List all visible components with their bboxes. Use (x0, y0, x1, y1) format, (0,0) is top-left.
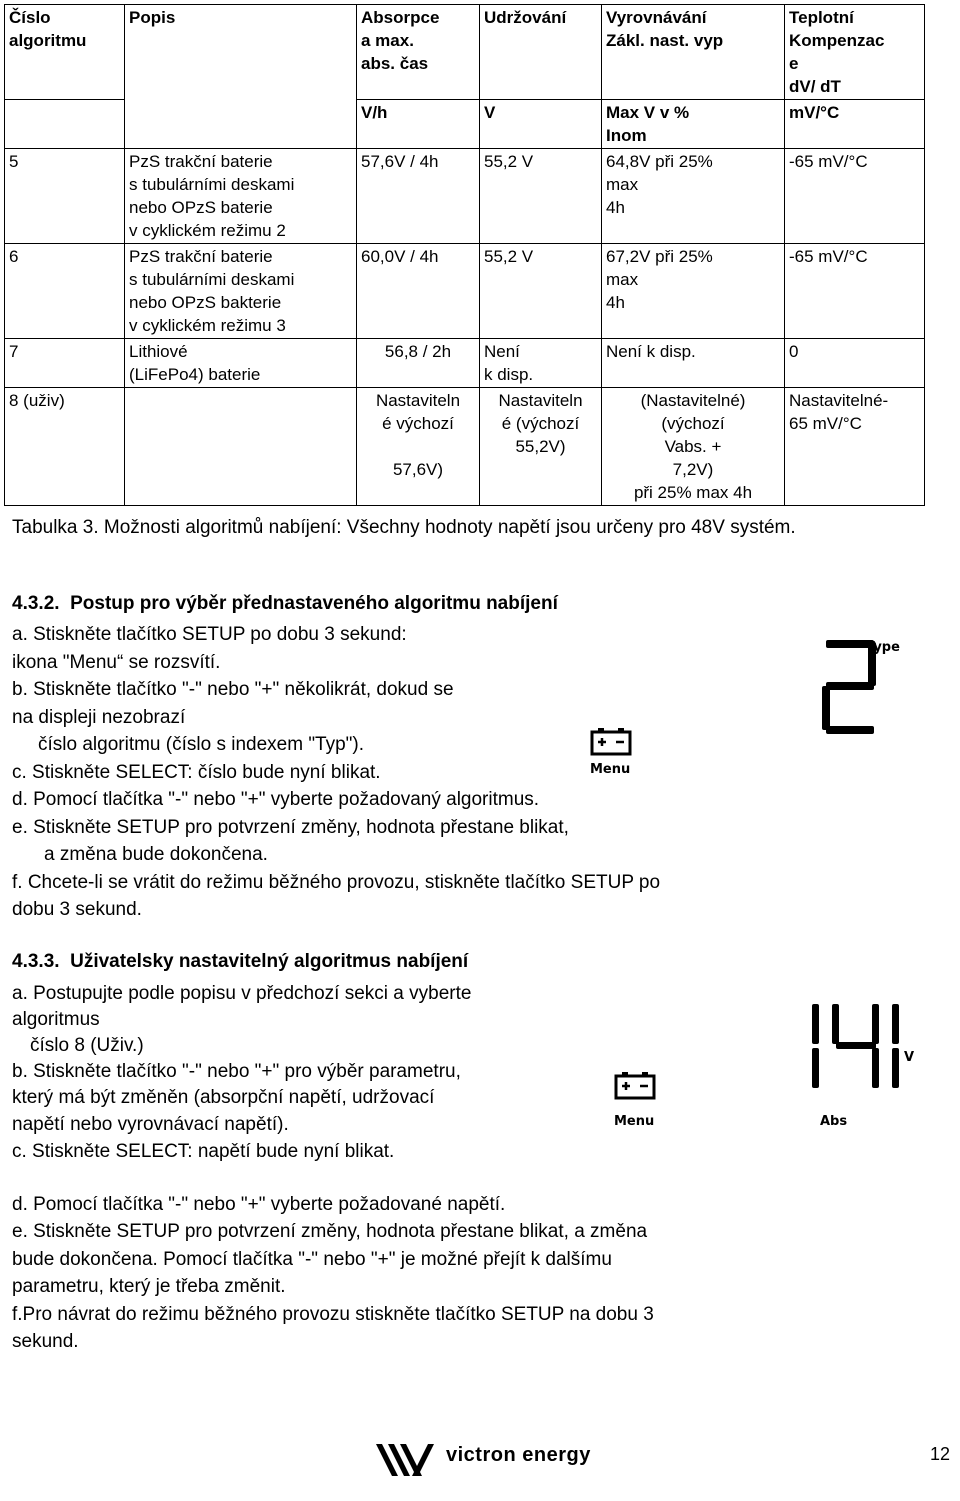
row-float: Není k disp. (480, 339, 602, 388)
type-label: Type (866, 640, 900, 655)
row-absorption: 56,8 / 2h (357, 339, 480, 388)
header-float: Udržování (480, 5, 602, 100)
table-header-row (5, 5, 925, 100)
volt-unit-label: V (904, 1050, 915, 1065)
row-absorption: Nastaviteln é výchozí 57,6V) (357, 388, 480, 506)
section-heading (12, 590, 558, 617)
row-description: Lithiové (LiFePo4) baterie (125, 339, 357, 388)
header-description: Popis (125, 5, 357, 149)
table-row (5, 244, 925, 339)
step-line: f.Pro návrat do režimu běžného provozu stiskněte tlačítko SETUP na dobu 3 (12, 1304, 654, 1325)
step-line: f. Chcete-li se vrátit do režimu běžného provozu, stiskněte tlačítko SETUP po (12, 872, 661, 893)
table-row (5, 149, 925, 244)
step-line: e. Stiskněte SETUP pro potvrzení změny, hodnota přestane blikat, a změna (12, 1221, 648, 1242)
unit-absorption: V/h (357, 100, 480, 149)
row-algorithm-no: 5 (5, 149, 125, 244)
section-title: Uživatelsky nastavitelný algoritmus nabíjení (70, 951, 469, 972)
row-equalize: 67,2V při 25% max 4h (602, 244, 785, 339)
brand-name: victron energy (446, 1444, 591, 1466)
unit-equalize: Max V v % Inom (602, 100, 785, 149)
header-temp-comp: Teplotní Kompenzac e dV/ dT (785, 5, 925, 100)
step-line: na displeji nezobrazí (12, 707, 186, 728)
step-line: parametru, který je třeba změnit. (12, 1276, 286, 1297)
step-line: b. Stiskněte tlačítko "-" nebo "+" pro výběr parametru, (12, 1061, 461, 1082)
row-temp-comp: -65 mV/°C (785, 244, 925, 339)
step-line: číslo algoritmu (číslo s indexem "Typ"). (38, 734, 365, 755)
step-line: d. Pomocí tlačítka "-" nebo "+" vyberte požadované napětí. (12, 1194, 506, 1215)
unit-temp-comp: mV/°C (785, 100, 925, 149)
page-number: 12 (930, 1444, 951, 1464)
unit-float: V (480, 100, 602, 149)
row-equalize: 64,8V při 25% max 4h (602, 149, 785, 244)
step-line: bude dokončena. Pomocí tlačítka "-" nebo "+" je možné přejít k dalšímu (12, 1249, 612, 1270)
row-equalize: Není k disp. (602, 339, 785, 388)
step-line: a změna bude dokončena. (44, 844, 268, 865)
header-absorption: Absorpce a max. abs. čas (357, 5, 480, 100)
step-line: b. Stiskněte tlačítko "-" nebo "+" několikrát, dokud se (12, 679, 454, 700)
section-number: 4.3.3. (12, 951, 60, 972)
section-title: Postup pro výběr přednastaveného algoritmu nabíjení (70, 593, 558, 614)
step-line: dobu 3 sekund. (12, 899, 142, 920)
step-line: a. Stiskněte tlačítko SETUP po dobu 3 sekund: (12, 624, 407, 645)
row-temp-comp: 0 (785, 339, 925, 388)
menu-label: Menu (614, 1114, 655, 1129)
row-temp-comp: Nastavitelné- 65 mV/°C (785, 388, 925, 506)
section-number: 4.3.2. (12, 593, 60, 614)
step-line: ikona "Menu“ se rozsvítí. (12, 652, 221, 673)
row-temp-comp: -65 mV/°C (785, 149, 925, 244)
row-algorithm-no: 7 (5, 339, 125, 388)
row-absorption: 57,6V / 4h (357, 149, 480, 244)
row-description (125, 388, 357, 506)
row-absorption: 60,0V / 4h (357, 244, 480, 339)
header-algorithm-no: Číslo algoritmu (5, 5, 125, 100)
row-equalize: (Nastavitelné) (výchozí Vabs. + 7,2V) při 25% max 4h (602, 388, 785, 506)
section-heading (12, 948, 468, 975)
row-float: Nastaviteln é (výchozí 55,2V) (480, 388, 602, 506)
step-line: napětí nebo vyrovnávací napětí). (12, 1114, 289, 1135)
step-line: číslo 8 (Uživ.) (30, 1035, 144, 1056)
step-line: který má být změněn (absorpční napětí, udržovací (12, 1087, 435, 1108)
lcd-display-voltage (600, 990, 930, 1140)
step-line: e. Stiskněte SETUP pro potvrzení změny, hodnota přestane blikat, (12, 817, 569, 838)
step-line: sekund. (12, 1331, 79, 1352)
table-row (5, 388, 925, 506)
header-equalize: Vyrovnávání Zákl. nast. vyp (602, 5, 785, 100)
table-caption: Tabulka 3. Možnosti algoritmů nabíjení: Všechny hodnoty napětí jsou určeny pro 48V systém. (12, 517, 796, 538)
step-line: d. Pomocí tlačítka "-" nebo "+" vyberte požadovaný algoritmus. (12, 789, 540, 810)
abs-label: Abs (820, 1114, 848, 1129)
table-row (5, 339, 925, 388)
row-description: PzS trakční baterie s tubulárními deskami nebo OPzS bakterie v cyklickém režimu 3 (125, 244, 357, 339)
step-line: algoritmus (12, 1009, 100, 1030)
algorithm-table (4, 4, 925, 506)
lcd-display-type (584, 630, 914, 780)
menu-label: Menu (590, 762, 631, 777)
step-line: c. Stiskněte SELECT: napětí bude nyní blikat. (12, 1141, 395, 1162)
step-line: a. Postupujte podle popisu v předchozí sekci a vyberte (12, 983, 472, 1004)
row-description: PzS trakční baterie s tubulárními deskami nebo OPzS baterie v cyklickém režimu 2 (125, 149, 357, 244)
row-algorithm-no: 6 (5, 244, 125, 339)
row-algorithm-no: 8 (uživ) (5, 388, 125, 506)
row-float: 55,2 V (480, 244, 602, 339)
row-float: 55,2 V (480, 149, 602, 244)
step-line: c. Stiskněte SELECT: číslo bude nyní blikat. (12, 762, 381, 783)
